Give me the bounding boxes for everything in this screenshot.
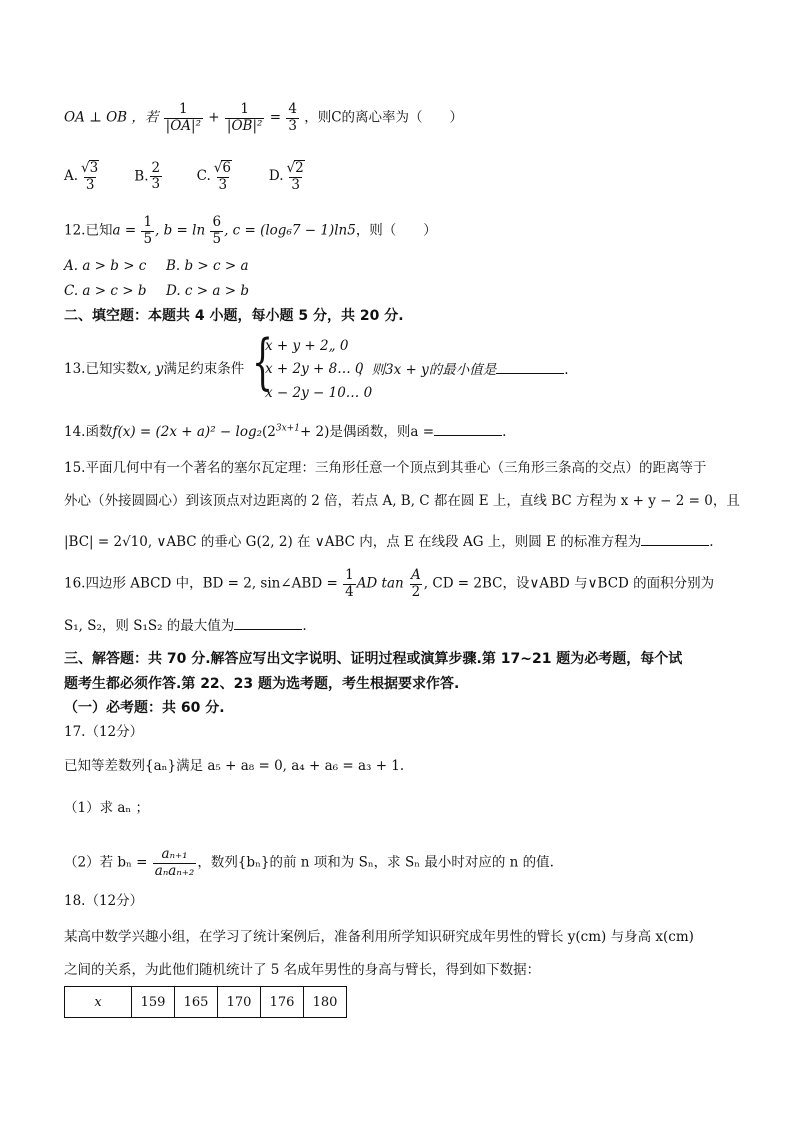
q13-constraint-1: x + y + 2„ 0 [265, 338, 349, 354]
q12-option-d: D. c > a > b [166, 283, 249, 299]
q18-line-1: 某高中数学兴趣小组，在学习了统计案例后，准备利用所学知识研究成年男性的臂长 y(cm) 与身高 x(cm) [64, 929, 694, 945]
q14-prefix: 14.函数 [64, 424, 113, 440]
q11-frac2 [225, 102, 265, 134]
q11-option-b-den: 3 [151, 176, 161, 193]
table-cell: 180 [304, 987, 347, 1018]
q18-data-table [64, 986, 347, 1018]
q14-answer-blank[interactable] [434, 423, 502, 436]
q14-fx: f(x) = (2x + a)² − log₂ [112, 424, 263, 440]
q11-option-c-label: C. [196, 168, 211, 185]
q11-option-b [134, 161, 192, 193]
q13-end: . [564, 362, 569, 378]
q16-answer-blank[interactable] [234, 617, 302, 630]
q11-option-c-frac: $\frac{√6}{3}$ [213, 160, 231, 193]
q15-line-1: 15.平面几何中有一个著名的塞尔瓦定理：三角形任意一个顶点到其垂心（三角形三条高的交点）的距离等于 [64, 460, 707, 476]
q11-frac1-den: |OA|² [165, 117, 201, 134]
q13-brace: { [252, 327, 274, 397]
q11-option-d [269, 160, 329, 193]
q16-frac2-den: 2 [411, 583, 421, 600]
section2-heading: 二、填空题：本题共 4 小题，每小题 5 分，共 20 分. [64, 308, 404, 324]
q18-line-2: 之间的关系，为此他们随机统计了 5 名成年男性的身高与臂长，得到如下数据： [64, 962, 541, 978]
q14-exp: 3x+1 [275, 423, 300, 434]
q11-option-a-rad: 3 [89, 160, 99, 176]
q16-suffix: , CD = 2BC，设∨ABD 与∨BCD 的面积分别为 [423, 575, 715, 592]
q13-mid: 满足约束条件 [163, 361, 245, 377]
q13-constraint-2: x + 2y + 8… 0 [265, 361, 364, 377]
q11-option-d-rad: 2 [295, 160, 304, 176]
table-row [65, 987, 347, 1018]
q12-b-num: 6 [212, 214, 222, 230]
table-row-label: x [65, 987, 132, 1018]
q11-condition [64, 102, 463, 134]
q16-frac1 [343, 568, 356, 600]
q11-option-c-rad: 6 [222, 160, 231, 176]
q12-a-den: 5 [143, 230, 153, 247]
q16-frac1-num: 1 [345, 567, 354, 583]
q13-constraint-3: x − 2y − 10… 0 [265, 385, 373, 401]
q11-frac2-den: |OB|² [226, 117, 263, 134]
q12-a-num: 1 [143, 214, 153, 230]
q11-frac3 [286, 102, 299, 134]
table-cell: 159 [132, 987, 175, 1018]
q12-b-den: 5 [212, 230, 222, 247]
q11-options [64, 160, 329, 193]
q14-suffix: 是偶函数，则a = [329, 424, 435, 440]
q16-frac2 [409, 568, 423, 600]
q11-cond-prefix: OA ⊥ OB ，若 [64, 109, 159, 126]
section3-line-2: 题考生都必须作答.第 22、23 题为选考题，考生根据要求作答. [64, 676, 460, 692]
q11-frac3-num: 4 [288, 101, 297, 117]
q11-option-d-frac: $\frac{√2}{3}$ [286, 160, 304, 193]
q16-frac1-den: 4 [345, 583, 354, 600]
q11-option-a-den: 3 [85, 176, 95, 193]
q17-part-2 [64, 847, 554, 879]
q14-exp-base: (2 [262, 424, 276, 440]
q17-part-2-prefix: （2）若 bₙ = [64, 854, 148, 871]
q15-line-3-text: |BC| = 2√10, ∨ABC 的垂心 G(2, 2) 在 ∨ABC 内，点 E 在线段 AG 上，则圆 E 的标准方程为 [64, 534, 642, 550]
q11-frac1 [164, 102, 203, 134]
q17-part-1: （1）求 aₙ ； [64, 800, 150, 816]
table-cell: 165 [175, 987, 218, 1018]
q13-suffix-line [358, 361, 569, 378]
q11-cond-suffix: ，则C的离心率为（ ） [304, 109, 464, 126]
q15-end: . [709, 534, 714, 550]
q12-prefix: 12.已知 [64, 222, 113, 239]
q12-stem [64, 215, 437, 247]
q14-end: . [502, 424, 507, 440]
q11-frac3-den: 3 [288, 117, 297, 134]
q11-option-a-label: A. [64, 168, 79, 185]
q17-header: 17.（12分） [64, 724, 144, 740]
q14-exp-tail: + 2) [299, 424, 330, 440]
q11-option-d-den: 3 [291, 176, 300, 193]
q17-stem: 已知等差数列{aₙ}满足 a₅ + a₈ = 0, a₄ + a₆ = a₃ + 1. [64, 758, 405, 774]
q16-stem [64, 568, 714, 600]
q11-eq: = [269, 109, 282, 126]
q12-a: a = [112, 222, 137, 239]
q13-answer-blank[interactable] [496, 361, 564, 374]
q12-suffix: ，则（ ） [355, 222, 437, 239]
q16-mid: AD tan [356, 575, 404, 592]
q11-option-b-label: B. [134, 168, 149, 185]
q16-end: . [302, 618, 307, 634]
q11-plus: + [208, 109, 220, 126]
table-cell: 176 [261, 987, 304, 1018]
q17-part-2-frac [153, 847, 197, 879]
q11-option-c-den: 3 [218, 176, 228, 193]
q12-b: , b = ln [155, 222, 206, 239]
q12-option-b: B. b > c > a [166, 258, 249, 274]
q17-part-2-num: aₙ₊₁ [161, 846, 188, 862]
q11-option-d-label: D. [268, 168, 284, 185]
q14-stem [64, 423, 506, 440]
q11-option-b-num: 2 [151, 159, 161, 176]
q15-line-3 [64, 533, 714, 550]
q11-frac1-num: 1 [179, 101, 188, 117]
q11-frac2-num: 1 [240, 101, 249, 117]
section3-sub: （一）必考题：共 60 分. [64, 700, 225, 716]
q11-option-a-frac: $\frac{√3}{3}$ [81, 160, 99, 193]
q12-c: , c = (log₆7 − 1)ln5 [224, 222, 356, 239]
q12-b-frac [210, 215, 223, 247]
table-cell: 170 [218, 987, 261, 1018]
q16-line-2 [64, 617, 307, 634]
q13-prefix-line [64, 361, 244, 377]
q17-part-2-suffix: ，数列{bₙ}的前 n 项和为 Sₙ，求 Sₙ 最小时对应的 n 的值. [197, 854, 554, 871]
q11-option-b-frac [150, 161, 163, 193]
q17-part-2-den: aₙaₙ₊₂ [154, 862, 195, 879]
q11-option-a [64, 160, 130, 193]
section3-line-1: 三、解答题：共 70 分.解答应写出文字说明、证明过程或演算步骤.第 17~21 题为必考题，每个试 [64, 651, 683, 667]
q12-option-a: A. a > b > c [64, 258, 147, 274]
q18-header: 18.（12分） [64, 893, 144, 909]
q16-frac2-num: A [411, 567, 421, 583]
q12-option-c: C. a > c > b [64, 283, 147, 299]
q16-line-2-text: S₁, S₂，则 S₁S₂ 的最大值为 [64, 618, 235, 634]
q15-line-2: 外心（外接圆圆心）到该顶点对边距离的 2 倍，若点 A, B, C 都在圆 E 上，直线 BC 方程为 x + y − 2 = 0，且 [64, 493, 740, 509]
q13-vars: x, y [139, 361, 164, 377]
q11-option-c [197, 160, 265, 193]
q13-prefix: 13.已知实数 [64, 361, 140, 377]
q15-answer-blank[interactable] [641, 533, 709, 546]
q12-a-frac [141, 215, 154, 247]
q13-suffix: ，则3x + y的最小值是 [358, 362, 497, 378]
q16-prefix: 16.四边形 ABCD 中，BD = 2, sin∠ABD = [64, 575, 338, 592]
